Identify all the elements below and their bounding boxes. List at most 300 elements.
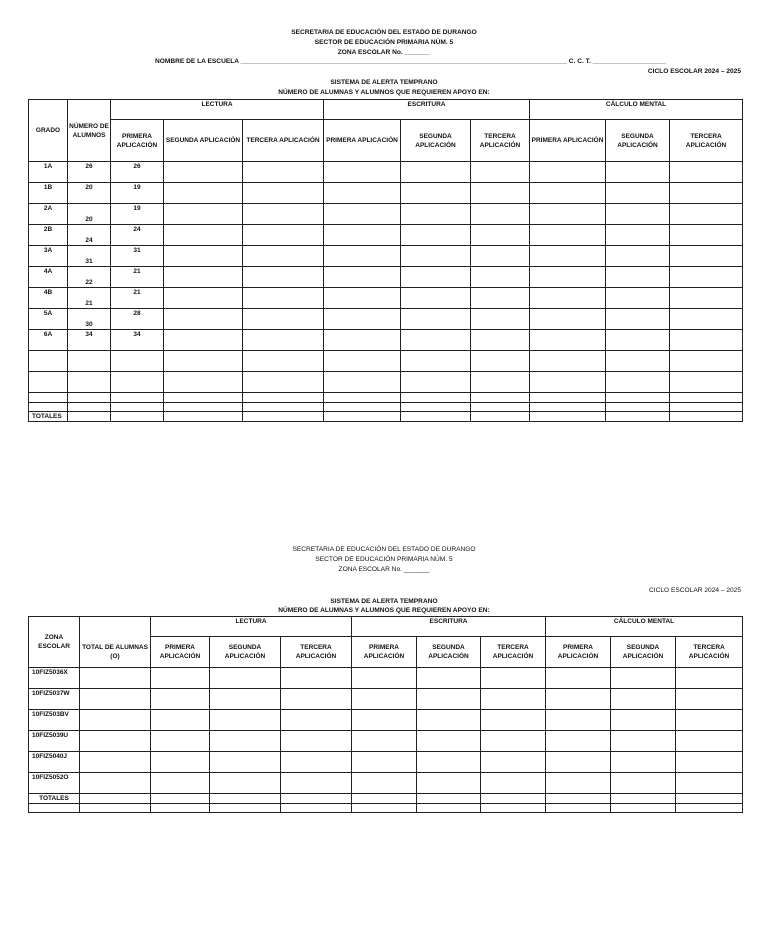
empty-cell [676, 731, 743, 752]
empty-cell [670, 372, 743, 393]
table-row [29, 309, 743, 330]
empty-cell [68, 393, 111, 403]
empty-cell [546, 804, 611, 813]
empty-cell [324, 288, 401, 309]
app-header-1: PRIMERA APLICACIÓN [111, 120, 164, 162]
empty-cell [352, 752, 417, 773]
empty-cell [80, 668, 151, 689]
empty-cell [530, 393, 606, 403]
empty-cell [80, 689, 151, 710]
empty-cell [606, 288, 670, 309]
empty-cell [481, 710, 546, 731]
empty-cell [670, 393, 743, 403]
primera-cell: 31 [111, 246, 164, 267]
empty-cell [471, 246, 530, 267]
empty-cell [352, 773, 417, 794]
primera-cell: 19 [111, 204, 164, 225]
empty-cell [210, 689, 281, 710]
empty-cell [111, 372, 164, 393]
empty-cell [324, 330, 401, 351]
empty-cell [281, 710, 352, 731]
empty-cell [80, 804, 151, 813]
zona-cell: 10FIZ5037W [29, 689, 80, 710]
empty-cell [401, 403, 471, 412]
table-row [29, 204, 743, 225]
empty-cell [29, 393, 68, 403]
empty-cell [401, 225, 471, 246]
empty-cell [676, 689, 743, 710]
empty-cell [352, 710, 417, 731]
empty-cell [670, 267, 743, 288]
table-row [29, 710, 743, 731]
empty-cell [281, 731, 352, 752]
header2-cycle: CICLO ESCOLAR 2024 – 2025 [649, 587, 741, 594]
empty-cell [68, 372, 111, 393]
empty-cell [670, 204, 743, 225]
empty-cell [401, 330, 471, 351]
empty-cell [481, 668, 546, 689]
empty-cell [164, 288, 243, 309]
empty-cell [401, 162, 471, 183]
empty-cell [151, 804, 210, 813]
empty-cell [546, 710, 611, 731]
zona-cell: 10FIZ5040J [29, 752, 80, 773]
empty-cell [80, 752, 151, 773]
empty-cell [401, 412, 471, 422]
empty-cell [401, 372, 471, 393]
empty-cell [243, 246, 324, 267]
header2-line2: SECTOR DE EDUCACIÓN PRIMARIA NÚM. 5 [315, 556, 453, 563]
header1-title2: NÚMERO DE ALUMNAS Y ALUMNOS QUE REQUIEREN APOYO EN: [278, 89, 490, 96]
empty-cell [676, 804, 743, 813]
empty-cell [670, 162, 743, 183]
table-row [29, 225, 743, 246]
empty-cell [164, 412, 243, 422]
table-row [29, 183, 743, 204]
col-grado-header: GRADO [29, 100, 68, 162]
empty-cell [530, 372, 606, 393]
empty-cell [243, 204, 324, 225]
app-header-2: SEGUNDA APLICACIÓN [417, 637, 481, 668]
table-row [29, 752, 743, 773]
empty-cell [417, 689, 481, 710]
empty-cell [281, 804, 352, 813]
empty-cell [243, 309, 324, 330]
empty-cell [606, 330, 670, 351]
blank-row [29, 403, 743, 412]
alumnos-cell: 20 [68, 204, 111, 225]
empty-cell [606, 393, 670, 403]
header2-line1: SECRETARIA DE EDUCACIÓN DEL ESTADO DE DURANGO [292, 546, 476, 553]
app-header-2: SEGUNDA APLICACIÓN [401, 120, 471, 162]
empty-cell [670, 288, 743, 309]
empty-cell [530, 288, 606, 309]
empty-cell [606, 351, 670, 372]
app-header-2: SEGUNDA APLICACIÓN [164, 120, 243, 162]
blank-row [29, 393, 743, 403]
app-header-3: TERCERA APLICACIÓN [281, 637, 352, 668]
group-lectura: LECTURA [111, 100, 324, 120]
app-header-3: TERCERA APLICACIÓN [471, 120, 530, 162]
empty-cell [324, 267, 401, 288]
app-header-1: PRIMERA APLICACIÓN [151, 637, 210, 668]
empty-cell [164, 204, 243, 225]
blank-row [29, 351, 743, 372]
empty-cell [324, 393, 401, 403]
empty-cell [611, 752, 676, 773]
empty-cell [68, 403, 111, 412]
empty-cell [401, 204, 471, 225]
blank-row [29, 804, 743, 813]
empty-cell [611, 773, 676, 794]
header1-line3: ZONA ESCOLAR No. _______ [337, 49, 431, 56]
empty-cell [606, 204, 670, 225]
empty-cell [546, 689, 611, 710]
alumnos-cell: 21 [68, 288, 111, 309]
grado-cell: 2A [29, 204, 68, 225]
group-escritura: ESCRITURA [324, 100, 530, 120]
empty-cell [530, 267, 606, 288]
empty-cell [611, 668, 676, 689]
empty-cell [324, 403, 401, 412]
empty-cell [352, 668, 417, 689]
empty-cell [29, 804, 80, 813]
empty-cell [29, 372, 68, 393]
empty-cell [606, 162, 670, 183]
empty-cell [417, 804, 481, 813]
header1-line2: SECTOR DE EDUCACIÓN PRIMARIA NÚM. 5 [314, 39, 454, 46]
empty-cell [670, 309, 743, 330]
group2-lectura: LECTURA [151, 617, 352, 637]
group-calculo: CÁLCULO MENTAL [530, 100, 743, 120]
empty-cell [546, 752, 611, 773]
empty-cell [471, 372, 530, 393]
empty-cell [546, 794, 611, 804]
primera-cell: 24 [111, 225, 164, 246]
table-row [29, 668, 743, 689]
empty-cell [164, 162, 243, 183]
header2-title1: SISTEMA DE ALERTA TEMPRANO [330, 598, 438, 605]
empty-cell [417, 731, 481, 752]
empty-cell [417, 668, 481, 689]
grado-cell: 4B [29, 288, 68, 309]
empty-cell [68, 412, 111, 422]
empty-cell [481, 752, 546, 773]
empty-cell [471, 162, 530, 183]
table-row [29, 267, 743, 288]
empty-cell [243, 288, 324, 309]
table-row [29, 246, 743, 267]
empty-cell [530, 183, 606, 204]
empty-cell [471, 403, 530, 412]
empty-cell [481, 794, 546, 804]
empty-cell [530, 351, 606, 372]
empty-cell [611, 689, 676, 710]
empty-cell [670, 403, 743, 412]
totals-label: TOTALES [29, 412, 68, 422]
empty-cell [210, 773, 281, 794]
alumnos-cell: 34 [68, 330, 111, 351]
zona-cell: 10FIZ503BV [29, 710, 80, 731]
zona-cell: 10FIZ5039U [29, 731, 80, 752]
empty-cell [606, 183, 670, 204]
empty-cell [481, 773, 546, 794]
empty-cell [281, 752, 352, 773]
empty-cell [324, 246, 401, 267]
empty-cell [676, 710, 743, 731]
alumnos-cell: 31 [68, 246, 111, 267]
header1-line1: SECRETARIA DE EDUCACIÓN DEL ESTADO DE DURANGO [291, 29, 477, 36]
group2-calculo: CÁLCULO MENTAL [546, 617, 743, 637]
app-header-3: TERCERA APLICACIÓN [481, 637, 546, 668]
school-name-line: NOMBRE DE LA ESCUELA _________________________________________________________________________________________ C. C. T. ____________________ [155, 58, 666, 65]
primera-cell: 34 [111, 330, 164, 351]
primera-cell: 28 [111, 309, 164, 330]
empty-cell [417, 710, 481, 731]
app-header-3: TERCERA APLICACIÓN [670, 120, 743, 162]
empty-cell [676, 752, 743, 773]
empty-cell [670, 225, 743, 246]
empty-cell [243, 351, 324, 372]
empty-cell [324, 351, 401, 372]
primera-cell: 21 [111, 288, 164, 309]
empty-cell [151, 668, 210, 689]
alumnos-cell: 22 [68, 267, 111, 288]
empty-cell [401, 309, 471, 330]
empty-cell [164, 351, 243, 372]
col-total-header: TOTAL DE ALUMNAS (O) [80, 637, 151, 668]
empty-cell [164, 372, 243, 393]
app-header-1: PRIMERA APLICACIÓN [352, 637, 417, 668]
empty-cell [471, 309, 530, 330]
primera-cell: 26 [111, 162, 164, 183]
header1-cycle: CICLO ESCOLAR 2024 – 2025 [647, 68, 741, 75]
empty-cell [68, 351, 111, 372]
table-row [29, 330, 743, 351]
header2-title2: NÚMERO DE ALUMNAS Y ALUMNOS QUE REQUIEREN APOYO EN: [278, 607, 490, 614]
empty-cell [151, 773, 210, 794]
empty-cell [606, 246, 670, 267]
alumnos-cell: 24 [68, 225, 111, 246]
empty-cell [606, 267, 670, 288]
empty-cell [210, 710, 281, 731]
empty-cell [670, 330, 743, 351]
empty-cell [401, 246, 471, 267]
empty-cell [352, 731, 417, 752]
empty-cell [151, 689, 210, 710]
empty-cell [243, 267, 324, 288]
grado-cell: 4A [29, 267, 68, 288]
empty-cell [611, 794, 676, 804]
alert-table-grades [28, 99, 743, 422]
empty-cell [471, 225, 530, 246]
empty-cell [111, 412, 164, 422]
blank-row [29, 372, 743, 393]
empty-cell [324, 225, 401, 246]
group2-escritura: ESCRITURA [352, 617, 546, 637]
col-numero-header: NÚMERO DE ALUMNOS [68, 100, 111, 162]
empty-cell [417, 773, 481, 794]
alert-table-zones [28, 616, 743, 813]
alumnos-cell: 20 [68, 183, 111, 204]
empty-cell [243, 183, 324, 204]
empty-cell [606, 412, 670, 422]
empty-cell [611, 731, 676, 752]
empty-cell [281, 794, 352, 804]
empty-cell [324, 204, 401, 225]
empty-cell [164, 309, 243, 330]
empty-cell [210, 752, 281, 773]
empty-cell [670, 351, 743, 372]
col-zona-header: ZONA ESCOLAR [29, 617, 80, 668]
empty-cell [164, 246, 243, 267]
empty-cell [670, 246, 743, 267]
grado-cell: 3A [29, 246, 68, 267]
empty-cell [324, 412, 401, 422]
empty-cell [530, 204, 606, 225]
empty-cell [281, 689, 352, 710]
empty-cell [401, 288, 471, 309]
empty-cell [352, 804, 417, 813]
empty-cell [606, 225, 670, 246]
app-header-3: TERCERA APLICACIÓN [676, 637, 743, 668]
empty-cell [670, 412, 743, 422]
empty-cell [471, 267, 530, 288]
empty-cell [611, 804, 676, 813]
empty-cell [111, 393, 164, 403]
empty-cell [471, 288, 530, 309]
empty-cell [417, 752, 481, 773]
app-header-2: SEGUNDA APLICACIÓN [606, 120, 670, 162]
totals-label: TOTALES [29, 794, 80, 804]
empty-cell [471, 393, 530, 403]
app-header-2: SEGUNDA APLICACIÓN [210, 637, 281, 668]
empty-cell [243, 372, 324, 393]
app-header-3: TERCERA APLICACIÓN [243, 120, 324, 162]
empty-cell [676, 668, 743, 689]
empty-cell [151, 731, 210, 752]
empty-cell [29, 351, 68, 372]
empty-cell [210, 794, 281, 804]
empty-cell [80, 794, 151, 804]
app-header-1: PRIMERA APLICACIÓN [546, 637, 611, 668]
grado-cell: 2B [29, 225, 68, 246]
empty-cell [530, 412, 606, 422]
empty-cell [471, 204, 530, 225]
table-row [29, 162, 743, 183]
empty-cell [243, 393, 324, 403]
empty-cell [29, 403, 68, 412]
empty-cell [164, 403, 243, 412]
alumnos-cell: 26 [68, 162, 111, 183]
empty-cell [530, 330, 606, 351]
header2-line3: ZONA ESCOLAR No. _______ [338, 566, 430, 573]
empty-cell [80, 710, 151, 731]
totals-row [29, 412, 743, 422]
grado-cell: 6A [29, 330, 68, 351]
empty-cell [471, 351, 530, 372]
totals-row [29, 794, 743, 804]
empty-cell [417, 794, 481, 804]
empty-cell [151, 710, 210, 731]
empty-cell [111, 351, 164, 372]
empty-cell [401, 267, 471, 288]
empty-cell [481, 689, 546, 710]
empty-cell [530, 246, 606, 267]
empty-cell [164, 225, 243, 246]
table-row [29, 288, 743, 309]
empty-cell [481, 731, 546, 752]
empty-cell [243, 330, 324, 351]
zona-cell: 10FIZ5036X [29, 668, 80, 689]
empty-cell [281, 668, 352, 689]
table-row [29, 731, 743, 752]
primera-cell: 21 [111, 267, 164, 288]
empty-cell [210, 668, 281, 689]
table-row [29, 689, 743, 710]
empty-cell [481, 804, 546, 813]
empty-cell [324, 162, 401, 183]
empty-cell [243, 225, 324, 246]
empty-cell [352, 689, 417, 710]
empty-cell [210, 804, 281, 813]
empty-cell [324, 183, 401, 204]
empty-cell [546, 731, 611, 752]
empty-cell [611, 710, 676, 731]
empty-cell [80, 731, 151, 752]
empty-cell [676, 794, 743, 804]
empty-cell [164, 267, 243, 288]
empty-cell [546, 668, 611, 689]
empty-cell [530, 403, 606, 412]
grado-cell: 1B [29, 183, 68, 204]
empty-cell [471, 330, 530, 351]
empty-cell [164, 183, 243, 204]
empty-cell [606, 403, 670, 412]
empty-cell [676, 773, 743, 794]
empty-cell [243, 162, 324, 183]
empty-cell [80, 773, 151, 794]
empty-cell [471, 183, 530, 204]
empty-cell [164, 393, 243, 403]
zona-cell: 10FIZ5052O [29, 773, 80, 794]
empty-cell [401, 183, 471, 204]
empty-cell [352, 794, 417, 804]
alumnos-cell: 30 [68, 309, 111, 330]
empty-cell [670, 183, 743, 204]
app-header-2: SEGUNDA APLICACIÓN [611, 637, 676, 668]
grado-cell: 1A [29, 162, 68, 183]
header1-title1: SISTEMA DE ALERTA TEMPRANO [330, 79, 438, 86]
empty-cell [151, 752, 210, 773]
empty-cell [324, 309, 401, 330]
empty-cell [401, 351, 471, 372]
empty-cell [210, 731, 281, 752]
empty-cell [530, 162, 606, 183]
empty-cell [530, 309, 606, 330]
primera-cell: 19 [111, 183, 164, 204]
empty-cell [324, 372, 401, 393]
app-header-1: PRIMERA APLICACIÓN [324, 120, 401, 162]
empty-cell [164, 330, 243, 351]
table-row [29, 773, 743, 794]
grado-cell: 5A [29, 309, 68, 330]
empty-cell [401, 393, 471, 403]
empty-cell [471, 412, 530, 422]
app-header-1: PRIMERA APLICACIÓN [530, 120, 606, 162]
empty-cell [111, 403, 164, 412]
empty-cell [243, 412, 324, 422]
